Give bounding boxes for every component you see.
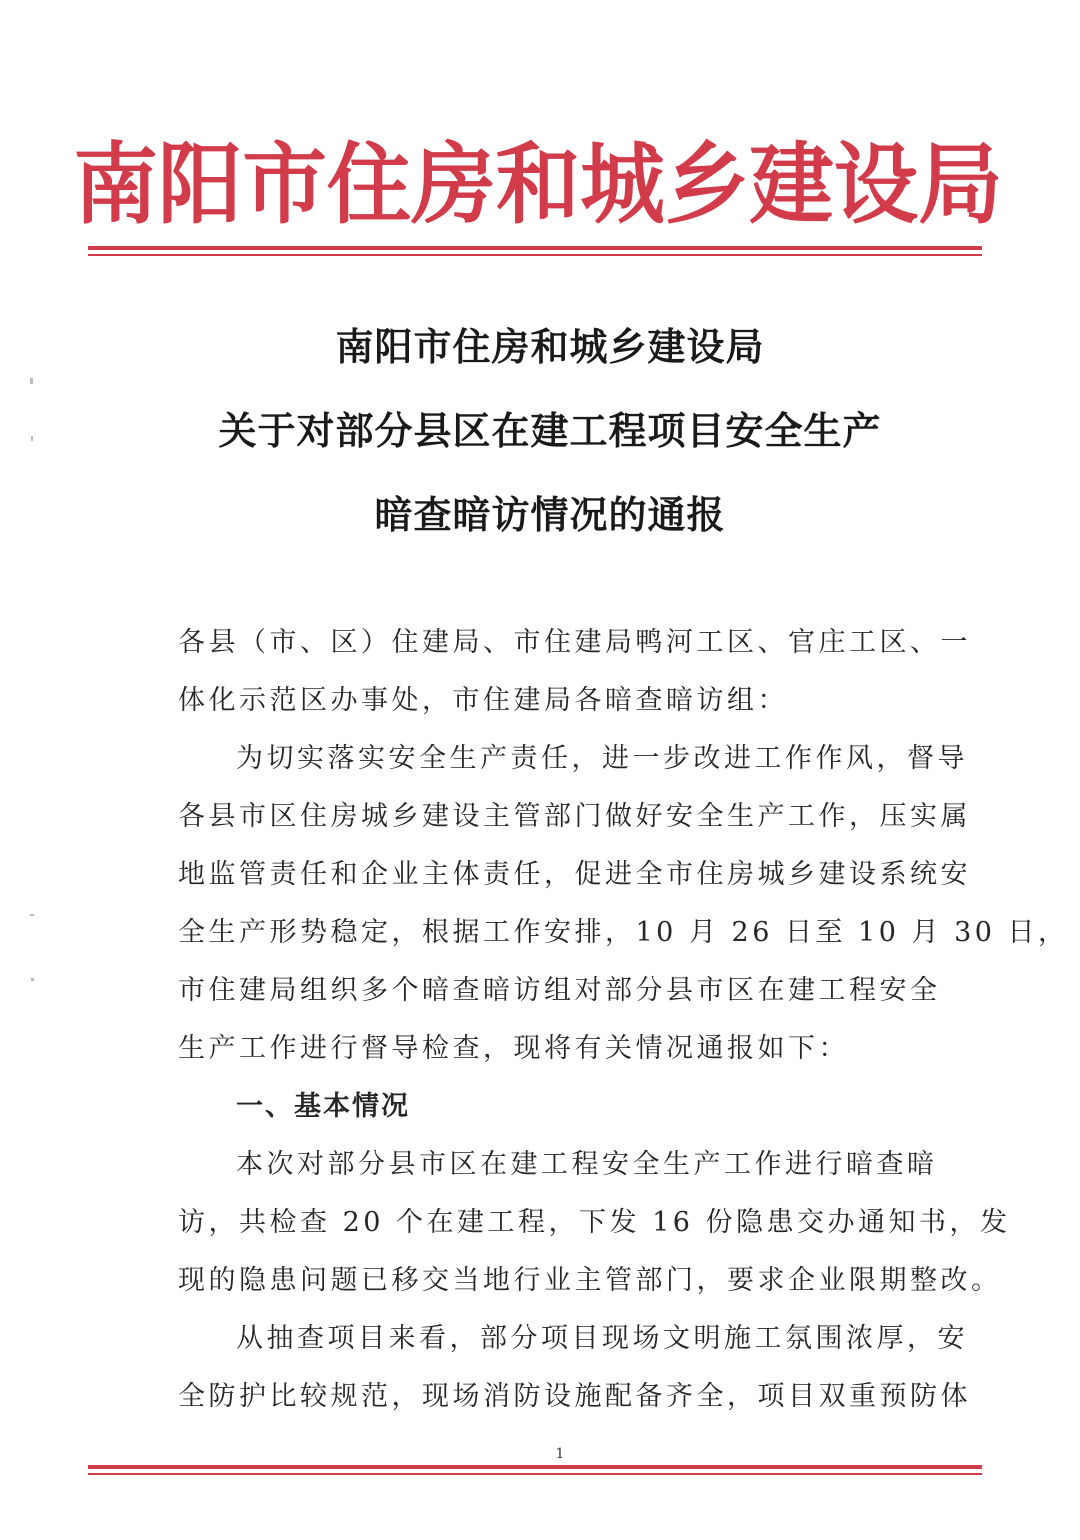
body-line: 为切实落实安全生产责任，进一步改进工作作风，督导 xyxy=(236,743,968,774)
body-line: 体化示范区办事处，市住建局各暗查暗访组： xyxy=(178,685,788,716)
body-line: 从抽查项目来看，部分项目现场文明施工氛围浓厚，安 xyxy=(236,1323,968,1354)
body-line: 市住建局组织多个暗查暗访组对部分县市区在建工程安全 xyxy=(178,975,941,1006)
notice-body xyxy=(178,614,1069,1426)
section-heading-basic-situation: 一、基本情况 xyxy=(236,1091,410,1122)
title-line-3: 暗查暗访情况的通报 xyxy=(374,493,726,537)
body-line: 全生产形势稳定，根据工作安排，10 月 26 日至 10 月 30 日， xyxy=(178,917,1069,948)
scan-speck xyxy=(31,436,33,441)
footer-red-rule-thick xyxy=(88,1465,982,1469)
body-line: 访，共检查 20 个在建工程，下发 16 份隐患交办通知书，发 xyxy=(178,1207,1011,1238)
header-red-rule-thick xyxy=(88,246,982,250)
title-line-2: 关于对部分县区在建工程项目安全生产 xyxy=(218,409,882,453)
scan-speck xyxy=(30,914,34,916)
body-line: 现的隐患问题已移交当地行业主管部门，要求企业限期整改。 xyxy=(178,1265,1002,1296)
body-line: 各县（市、区）住建局、市住建局鸭河工区、官庄工区、一 xyxy=(178,627,971,658)
page-number: 1 xyxy=(555,1446,565,1462)
footer-red-rule-thin xyxy=(88,1473,982,1475)
body-line: 地监管责任和企业主体责任，促进全市住房城乡建设系统安 xyxy=(178,859,971,890)
body-line: 生产工作进行督导检查，现将有关情况通报如下： xyxy=(178,1033,849,1064)
scan-speck xyxy=(30,378,33,384)
title-line-1: 南阳市住房和城乡建设局 xyxy=(335,325,765,369)
body-line: 全防护比较规范，现场消防设施配备齐全，项目双重预防体 xyxy=(178,1381,971,1412)
masthead-title: 南阳市住房和城乡建设局 xyxy=(73,132,1003,236)
body-line: 各县市区住房城乡建设主管部门做好安全生产工作，压实属 xyxy=(178,801,971,832)
header-red-rule-thin xyxy=(88,254,982,256)
scan-speck xyxy=(31,978,34,981)
notice-title xyxy=(100,305,1000,557)
body-line: 本次对部分县市区在建工程安全生产工作进行暗查暗 xyxy=(236,1149,938,1180)
